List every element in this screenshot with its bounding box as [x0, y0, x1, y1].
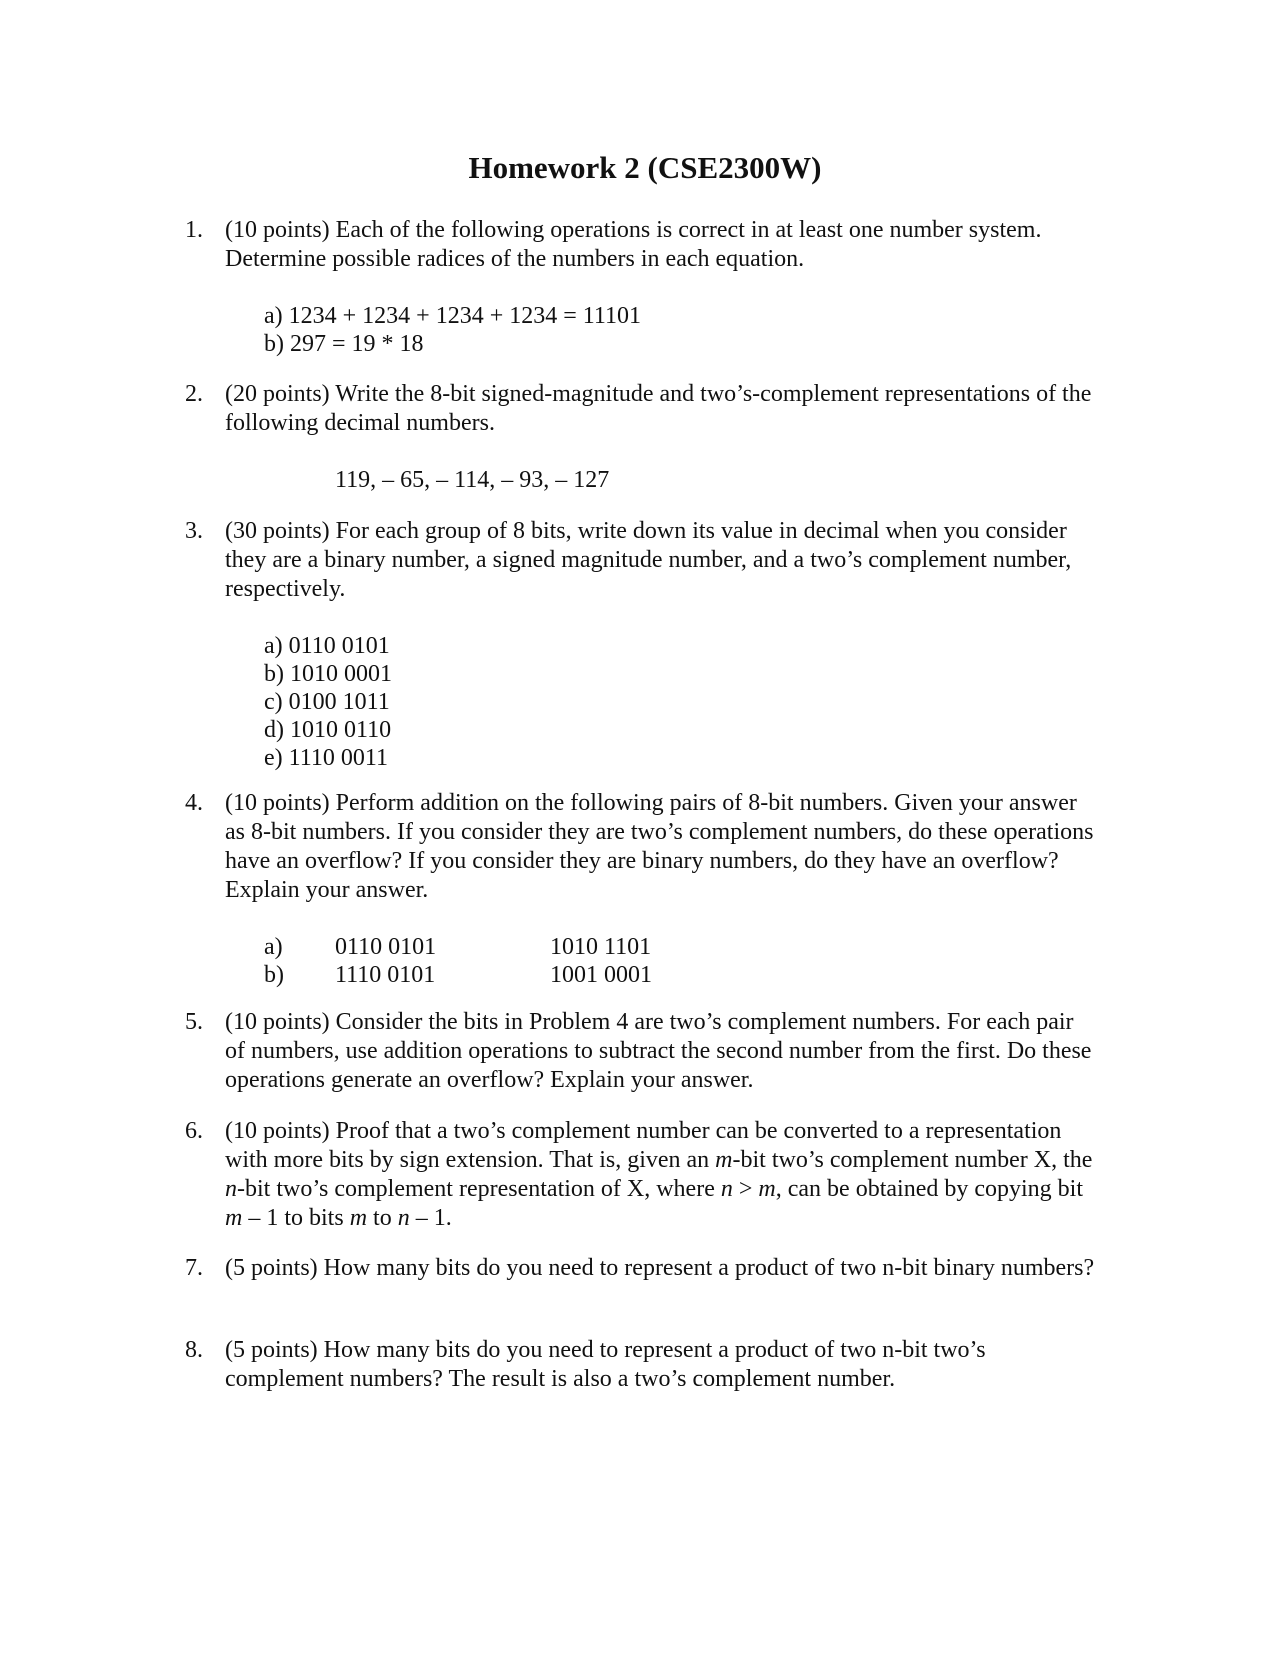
problem-1 — [185, 216, 1095, 358]
problem-2 — [185, 380, 1095, 495]
list-item: b) 1010 0001 — [264, 661, 392, 687]
variable-m: m — [715, 1147, 733, 1173]
pair-row — [264, 933, 1095, 961]
variable-m: m — [349, 1205, 368, 1231]
problem-number: 2. — [185, 381, 203, 407]
variable-n: n — [720, 1176, 733, 1202]
list-item: c) 0100 1011 — [264, 689, 390, 715]
problem-number: 4. — [185, 790, 203, 816]
pair-label: b) — [264, 962, 284, 988]
problem-text: (5 points) How many bits do you need to represent a product of two n-bit binary numbers? — [225, 1255, 1095, 1281]
problem-6 — [185, 1117, 1095, 1233]
problem-3 — [185, 517, 1095, 772]
list-item: a) 1234 + 1234 + 1234 + 1234 = 11101 — [264, 303, 642, 329]
problem-7 — [185, 1254, 1095, 1283]
problem-text: (5 points) How many bits do you need to represent a product of two n-bit two’s complement numbers? The result is also a two’s complement number. — [225, 1337, 986, 1392]
list-item: e) 1110 0011 — [264, 745, 388, 771]
decimal-values: 119, – 65, – 114, – 93, – 127 — [335, 467, 610, 493]
variable-m: m — [758, 1176, 776, 1202]
problem-5 — [185, 1008, 1095, 1095]
problem-number: 7. — [185, 1255, 203, 1281]
pair-row — [264, 961, 1095, 989]
pair-label: a) — [264, 934, 283, 960]
pair-first-number: 0110 0101 — [335, 934, 437, 960]
pair-first-number: 1110 0101 — [335, 962, 436, 988]
equation-list — [264, 302, 1095, 358]
bit-groups-list — [264, 632, 1095, 772]
variable-n: n — [225, 1176, 237, 1202]
problem-text: (10 points) Consider the bits in Problem 4 are two’s complement numbers. For each pair of numbers, use addition operations to subtract the second number from the first. Do these operations generate an overflow? Explain your answer. — [225, 1009, 1092, 1093]
pair-second-number: 1001 0001 — [550, 962, 652, 988]
variable-n: n — [397, 1205, 410, 1231]
list-item: a) 0110 0101 — [264, 633, 390, 659]
number-pairs — [264, 933, 1095, 989]
problem-text: (10 points) Proof that a two’s complement number can be converted to a representation with more bits by sign extension. That is, given an m-bit two’s complement number X, the n-bit two’s complement representation of X, where n > m, can be obtained by copying bit m – 1 to bits m to n – 1. — [225, 1118, 1093, 1231]
variable-m: m — [225, 1205, 243, 1231]
problem-number: 1. — [185, 217, 203, 243]
page-title: Homework 2 (CSE2300W) — [468, 150, 822, 185]
problem-text: (30 points) For each group of 8 bits, write down its value in decimal when you consider they are a binary number, a signed magnitude number, and a two’s complement number, respectively. — [225, 518, 1072, 602]
list-item: b) 297 = 19 * 18 — [264, 331, 424, 357]
problem-4 — [185, 789, 1095, 989]
problem-number: 6. — [185, 1118, 203, 1144]
problem-8 — [185, 1336, 1095, 1394]
pair-second-number: 1010 1101 — [550, 934, 652, 960]
problem-text: (10 points) Perform addition on the following pairs of 8-bit numbers. Given your answer as 8-bit numbers. If you consider they are two’s complement numbers, do these operations have an overflow? If you consider they are binary numbers, do they have an overflow? Explain your answer. — [225, 790, 1094, 903]
problem-number: 8. — [185, 1337, 203, 1363]
list-item: d) 1010 0110 — [264, 717, 392, 743]
problem-number: 5. — [185, 1009, 203, 1035]
problem-number: 3. — [185, 518, 203, 544]
problem-text: (20 points) Write the 8-bit signed-magnitude and two’s-complement representations of the following decimal numbers. — [225, 381, 1092, 436]
problem-text: (10 points) Each of the following operations is correct in at least one number system. Determine possible radices of the numbers in each equation. — [225, 217, 1042, 272]
